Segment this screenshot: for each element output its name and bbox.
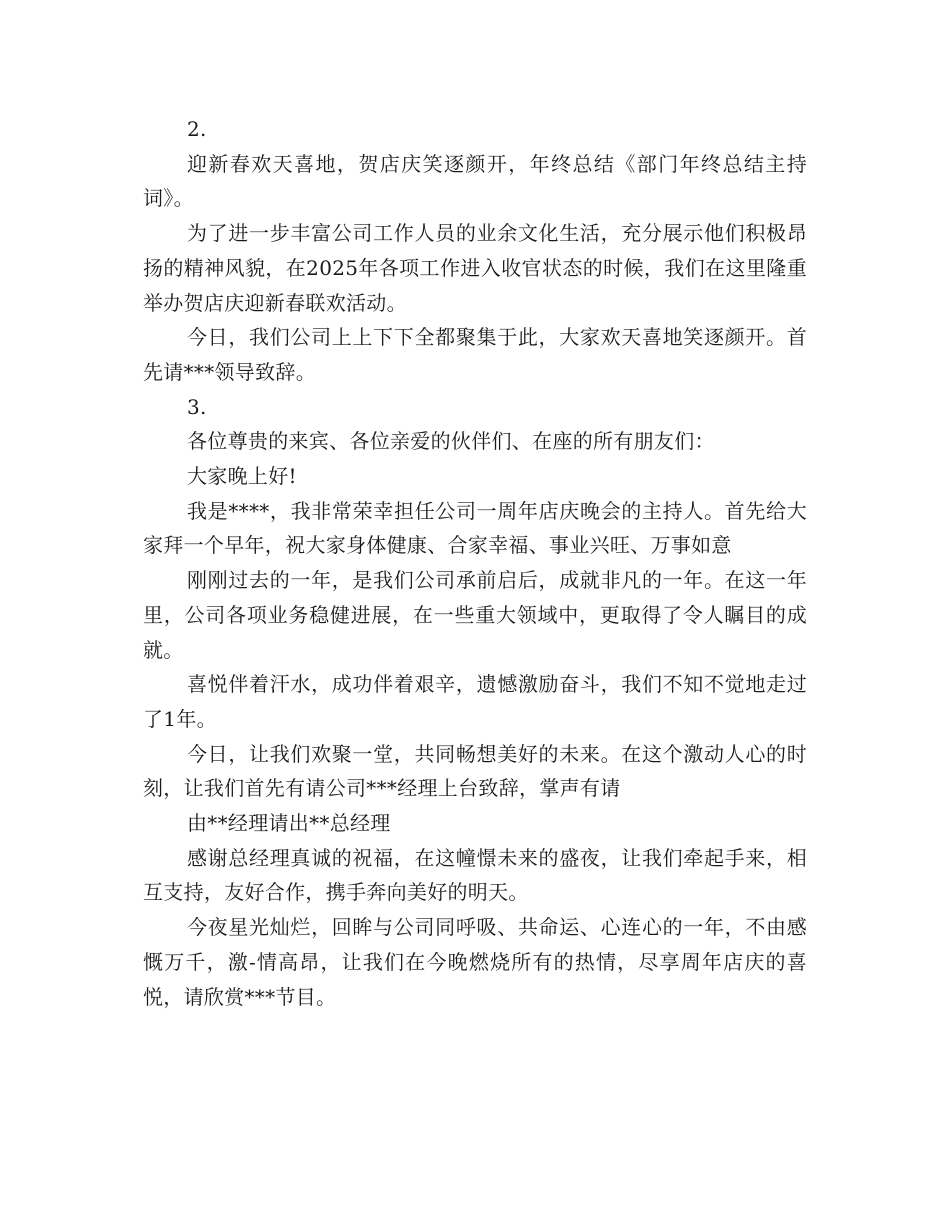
paragraph: 喜悦伴着汗水，成功伴着艰辛，遗憾激励奋斗，我们不知不觉地走过了1年。 bbox=[143, 672, 807, 731]
paragraph: 今夜星光灿烂，回眸与公司同呼吸、共命运、心连心的一年，不由感慨万千，激-情高昂，让我们在今晚燃烧所有的热情，尽享周年店庆的喜悦，请欣赏***节目。 bbox=[143, 915, 807, 1009]
paragraph: 为了进一步丰富公司工作人员的业余文化生活，充分展示他们积极昂扬的精神风貌，在2025年各项工作进入收官状态的时候，我们在这里隆重举办贺店庆迎新春联欢活动。 bbox=[143, 221, 807, 315]
greeting: 大家晚上好! bbox=[187, 464, 297, 489]
section-number: 3. bbox=[187, 394, 207, 419]
section-number: 2. bbox=[187, 117, 207, 141]
paragraph: 我是****，我非常荣幸担任公司一周年店庆晚会的主持人。首先给大家拜一个早年，祝大家身体健康、合家幸福、事业兴旺、万事如意 bbox=[143, 498, 807, 558]
paragraph: 今日，让我们欢聚一堂，共同畅想美好的未来。在这个激动人心的时刻，让我们首先有请公司***经理上台致辞，掌声有请 bbox=[143, 741, 807, 801]
paragraph: 由**经理请出**总经理 bbox=[187, 811, 391, 836]
paragraph: 迎新春欢天喜地，贺店庆笑逐颜开，年终总结《部门年终总结主持词》。 bbox=[143, 151, 807, 211]
salutation: 各位尊贵的来宾、各位亲爱的伙伴们、在座的所有朋友们： bbox=[187, 429, 715, 454]
paragraph: 刚刚过去的一年，是我们公司承前启后，成就非凡的一年。在这一年里，公司各项业务稳健进展，在一些重大领域中，更取得了令人瞩目的成就。 bbox=[143, 568, 807, 662]
paragraph: 今日，我们公司上上下下全都聚集于此，大家欢天喜地笑逐颜开。首先请***领导致辞。 bbox=[143, 325, 807, 384]
document-body bbox=[143, 112, 807, 1014]
paragraph: 感谢总经理真诚的祝福，在这幢憬未来的盛夜，让我们牵起手来，相互支持，友好合作，携手奔向美好的明天。 bbox=[143, 845, 807, 905]
